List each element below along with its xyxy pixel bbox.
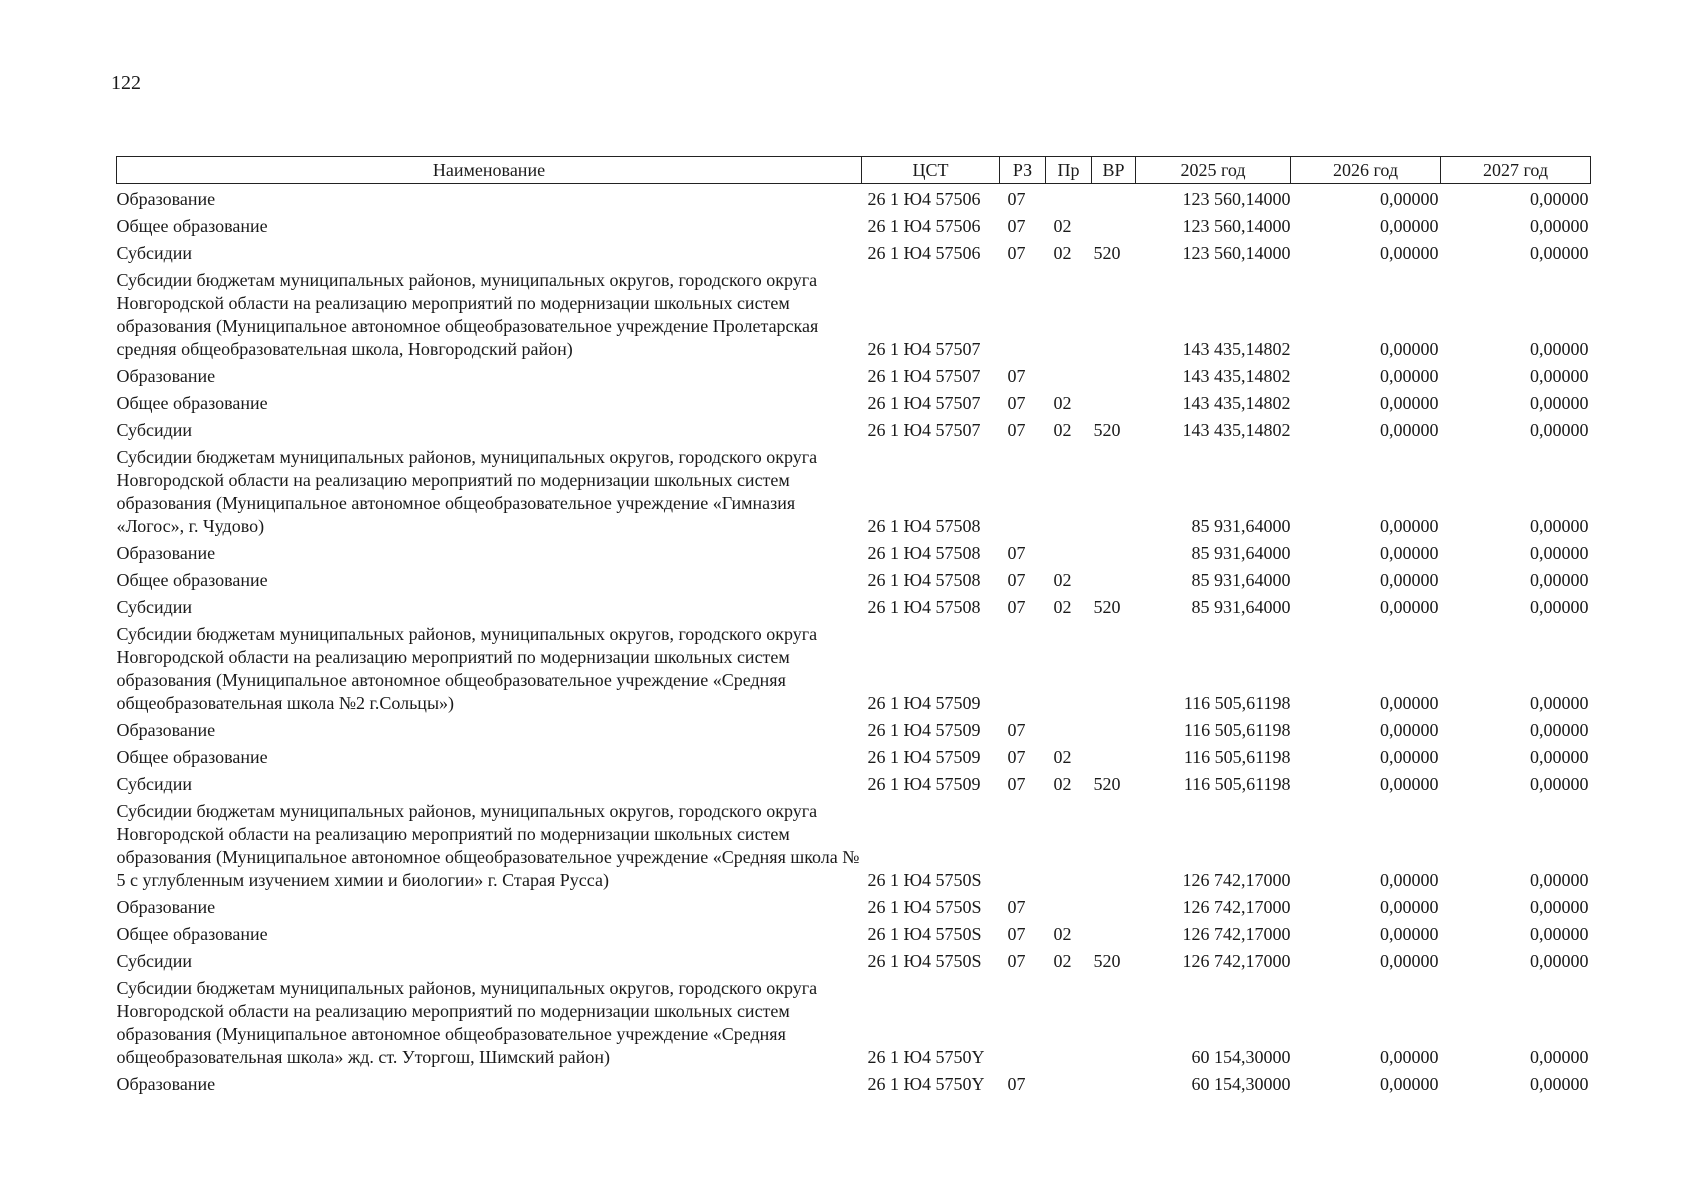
table-row (117, 213, 1591, 240)
cell-cst: 26 1 Ю4 57506 (867, 189, 981, 209)
table-row (117, 267, 1591, 363)
cell-2026: 0,00000 (1380, 693, 1439, 713)
cell-2027: 0,00000 (1530, 1074, 1589, 1094)
table-row (117, 594, 1591, 621)
cell-2025: 85 931,64000 (1191, 597, 1291, 617)
cell-2026: 0,00000 (1380, 747, 1439, 767)
cell-cst: 26 1 Ю4 57508 (867, 516, 981, 536)
cell-name: Общее образование (116, 924, 268, 944)
cell-vr: 520 (1093, 951, 1121, 971)
cell-2026: 0,00000 (1380, 216, 1439, 236)
cell-vr (1092, 540, 1136, 567)
cell-pr: 02 (1053, 420, 1072, 440)
table-row (117, 444, 1591, 540)
cell-vr: 520 (1093, 243, 1121, 263)
cell-name: Субсидии (116, 774, 193, 794)
cell-rz: 07 (1007, 543, 1026, 563)
table-row (117, 948, 1591, 975)
cell-name: Общее образование (116, 747, 268, 767)
table-body (117, 184, 1591, 1099)
cell-pr (1046, 621, 1092, 717)
cell-2025: 143 435,14802 (1182, 339, 1291, 359)
cell-name: Субсидии (116, 420, 193, 440)
cell-name: Образование (116, 897, 216, 917)
table-row (117, 894, 1591, 921)
table-row (117, 921, 1591, 948)
cell-2027: 0,00000 (1530, 951, 1589, 971)
cell-vr (1092, 621, 1136, 717)
cell-2026: 0,00000 (1380, 366, 1439, 386)
cell-rz: 07 (1007, 747, 1026, 767)
table-row (117, 540, 1591, 567)
cell-cst: 26 1 Ю4 5750Y (867, 1074, 985, 1094)
cell-2027: 0,00000 (1530, 216, 1589, 236)
table-row (117, 798, 1591, 894)
cell-pr (1046, 444, 1092, 540)
cell-pr: 02 (1053, 570, 1072, 590)
table-row (117, 390, 1591, 417)
header-2025: 2025 год (1136, 157, 1291, 184)
header-2026: 2026 год (1291, 157, 1441, 184)
cell-cst: 26 1 Ю4 5750S (867, 924, 982, 944)
cell-2025: 116 505,61198 (1183, 774, 1291, 794)
cell-name: Субсидии бюджетам муниципальных районов, муниципальных округов, городского округа Новгородской области на реализацию мероприятий по модернизации школьных систем образования (Муниципальное автономное общеобразовательное учреждение «Средняя общеобразовательная школа №2 г.Сольцы») (116, 624, 818, 713)
header-2027: 2027 год (1441, 157, 1591, 184)
cell-2027: 0,00000 (1530, 420, 1589, 440)
cell-2027: 0,00000 (1530, 243, 1589, 263)
cell-rz: 07 (1007, 243, 1026, 263)
table-row (117, 1071, 1591, 1098)
cell-2026: 0,00000 (1380, 393, 1439, 413)
cell-2026: 0,00000 (1380, 570, 1439, 590)
cell-2026: 0,00000 (1380, 897, 1439, 917)
cell-2027: 0,00000 (1530, 870, 1589, 890)
cell-vr (1092, 921, 1136, 948)
cell-2027: 0,00000 (1530, 570, 1589, 590)
header-pr: Пр (1046, 157, 1092, 184)
cell-name: Образование (116, 720, 216, 740)
cell-vr (1092, 894, 1136, 921)
cell-2025: 126 742,17000 (1182, 870, 1291, 890)
cell-rz: 07 (1007, 951, 1026, 971)
cell-vr (1092, 213, 1136, 240)
cell-2026: 0,00000 (1380, 420, 1439, 440)
cell-rz: 07 (1007, 189, 1026, 209)
table-row (117, 417, 1591, 444)
cell-2025: 116 505,61198 (1183, 747, 1291, 767)
cell-name: Субсидии бюджетам муниципальных районов, муниципальных округов, городского округа Новгородской области на реализацию мероприятий по модернизации школьных систем образования (Муниципальное автономное общеобразовательное учреждение «Гимназия «Логос», г. Чудово) (116, 447, 818, 536)
cell-name: Субсидии бюджетам муниципальных районов, муниципальных округов, городского округа Новгородской области на реализацию мероприятий по модернизации школьных систем образования (Муниципальное автономное общеобразовательное учреждение «Средняя общеобразовательная школа» жд. ст. Уторгош, Шимский район) (116, 978, 818, 1067)
table-row (117, 184, 1591, 214)
cell-pr (1046, 717, 1092, 744)
cell-cst: 26 1 Ю4 57509 (867, 720, 981, 740)
page-number: 122 (111, 72, 141, 94)
cell-vr (1092, 1071, 1136, 1098)
cell-2027: 0,00000 (1530, 366, 1589, 386)
cell-name: Общее образование (116, 216, 268, 236)
cell-2025: 123 560,14000 (1182, 216, 1291, 236)
cell-rz: 07 (1007, 924, 1026, 944)
cell-2025: 126 742,17000 (1182, 951, 1291, 971)
cell-pr: 02 (1053, 774, 1072, 794)
cell-2025: 60 154,30000 (1191, 1047, 1291, 1067)
cell-rz (1000, 267, 1046, 363)
table-row (117, 363, 1591, 390)
cell-vr (1092, 975, 1136, 1071)
cell-2026: 0,00000 (1380, 774, 1439, 794)
cell-2026: 0,00000 (1380, 516, 1439, 536)
header-name: Наименование (117, 157, 862, 184)
cell-cst: 26 1 Ю4 57506 (867, 216, 981, 236)
cell-cst: 26 1 Ю4 57508 (867, 543, 981, 563)
cell-vr (1092, 798, 1136, 894)
cell-cst: 26 1 Ю4 57509 (867, 774, 981, 794)
cell-2025: 116 505,61198 (1183, 693, 1291, 713)
cell-cst: 26 1 Ю4 5750Y (867, 1047, 985, 1067)
cell-vr (1092, 717, 1136, 744)
cell-2027: 0,00000 (1530, 1047, 1589, 1067)
cell-2025: 85 931,64000 (1191, 543, 1291, 563)
table-row (117, 975, 1591, 1071)
cell-2027: 0,00000 (1530, 543, 1589, 563)
cell-cst: 26 1 Ю4 5750S (867, 951, 982, 971)
cell-cst: 26 1 Ю4 57507 (867, 339, 981, 359)
cell-rz (1000, 975, 1046, 1071)
cell-pr (1046, 1071, 1092, 1098)
cell-2025: 116 505,61198 (1183, 720, 1291, 740)
budget-table (116, 156, 1591, 1098)
cell-2025: 85 931,64000 (1191, 570, 1291, 590)
cell-2027: 0,00000 (1530, 924, 1589, 944)
cell-2025: 123 560,14000 (1182, 243, 1291, 263)
cell-rz (1000, 798, 1046, 894)
table-header-row (117, 157, 1591, 184)
cell-rz: 07 (1007, 1074, 1026, 1094)
cell-cst: 26 1 Ю4 57508 (867, 597, 981, 617)
cell-pr (1046, 798, 1092, 894)
cell-pr (1046, 540, 1092, 567)
cell-vr (1092, 363, 1136, 390)
cell-name: Образование (116, 189, 216, 209)
cell-pr (1046, 267, 1092, 363)
table-row (117, 240, 1591, 267)
table-row (117, 771, 1591, 798)
header-vr: ВР (1092, 157, 1136, 184)
cell-name: Субсидии (116, 951, 193, 971)
cell-cst: 26 1 Ю4 57507 (867, 420, 981, 440)
cell-2026: 0,00000 (1380, 597, 1439, 617)
cell-rz: 07 (1007, 420, 1026, 440)
cell-2027: 0,00000 (1530, 339, 1589, 359)
cell-2027: 0,00000 (1530, 189, 1589, 209)
cell-rz: 07 (1007, 720, 1026, 740)
cell-rz: 07 (1007, 393, 1026, 413)
cell-2026: 0,00000 (1380, 1047, 1439, 1067)
cell-pr: 02 (1053, 747, 1072, 767)
cell-name: Общее образование (116, 570, 268, 590)
cell-rz: 07 (1007, 570, 1026, 590)
cell-2027: 0,00000 (1530, 774, 1589, 794)
cell-vr (1092, 184, 1136, 214)
table-row (117, 744, 1591, 771)
cell-pr: 02 (1053, 951, 1072, 971)
cell-2027: 0,00000 (1530, 597, 1589, 617)
table-row (117, 717, 1591, 744)
cell-rz: 07 (1007, 774, 1026, 794)
cell-pr: 02 (1053, 924, 1072, 944)
cell-2027: 0,00000 (1530, 516, 1589, 536)
cell-cst: 26 1 Ю4 57509 (867, 693, 981, 713)
cell-pr (1046, 894, 1092, 921)
cell-2026: 0,00000 (1380, 924, 1439, 944)
cell-vr (1092, 390, 1136, 417)
cell-vr (1092, 567, 1136, 594)
cell-2027: 0,00000 (1530, 720, 1589, 740)
cell-2027: 0,00000 (1530, 393, 1589, 413)
cell-name: Образование (116, 1074, 216, 1094)
cell-cst: 26 1 Ю4 57506 (867, 243, 981, 263)
cell-cst: 26 1 Ю4 5750S (867, 870, 982, 890)
cell-2025: 126 742,17000 (1182, 897, 1291, 917)
cell-2025: 143 435,14802 (1182, 420, 1291, 440)
cell-2026: 0,00000 (1380, 951, 1439, 971)
cell-rz (1000, 621, 1046, 717)
cell-2026: 0,00000 (1380, 720, 1439, 740)
cell-pr: 02 (1053, 243, 1072, 263)
cell-vr: 520 (1093, 420, 1121, 440)
cell-rz (1000, 444, 1046, 540)
cell-pr (1046, 363, 1092, 390)
cell-name: Субсидии бюджетам муниципальных районов, муниципальных округов, городского округа Новгородской области на реализацию мероприятий по модернизации школьных систем образования (Муниципальное автономное общеобразовательное учреждение «Средняя школа № 5 с углубленным изучением химии и биологии» г. Старая Русса) (116, 801, 860, 890)
cell-name: Образование (116, 543, 216, 563)
cell-vr (1092, 267, 1136, 363)
cell-vr (1092, 444, 1136, 540)
cell-2025: 60 154,30000 (1191, 1074, 1291, 1094)
cell-2025: 126 742,17000 (1182, 924, 1291, 944)
cell-vr: 520 (1093, 774, 1121, 794)
cell-2026: 0,00000 (1380, 870, 1439, 890)
table-row (117, 621, 1591, 717)
cell-rz: 07 (1007, 216, 1026, 236)
cell-2025: 143 435,14802 (1182, 366, 1291, 386)
cell-pr: 02 (1053, 393, 1072, 413)
cell-name: Субсидии бюджетам муниципальных районов, муниципальных округов, городского округа Новгородской области на реализацию мероприятий по модернизации школьных систем образования (Муниципальное автономное общеобразовательное учреждение Пролетарская средняя общеобразовательная школа, Новгородский район) (116, 270, 819, 359)
cell-cst: 26 1 Ю4 57508 (867, 570, 981, 590)
table-row (117, 567, 1591, 594)
cell-cst: 26 1 Ю4 57507 (867, 393, 981, 413)
cell-pr (1046, 975, 1092, 1071)
cell-cst: 26 1 Ю4 57509 (867, 747, 981, 767)
cell-2027: 0,00000 (1530, 897, 1589, 917)
cell-2026: 0,00000 (1380, 1074, 1439, 1094)
cell-2025: 85 931,64000 (1191, 516, 1291, 536)
cell-2026: 0,00000 (1380, 339, 1439, 359)
cell-2027: 0,00000 (1530, 747, 1589, 767)
cell-pr: 02 (1053, 216, 1072, 236)
cell-name: Общее образование (116, 393, 268, 413)
cell-pr (1046, 184, 1092, 214)
cell-2025: 143 435,14802 (1182, 393, 1291, 413)
cell-2026: 0,00000 (1380, 189, 1439, 209)
cell-name: Субсидии (116, 243, 193, 263)
cell-cst: 26 1 Ю4 57507 (867, 366, 981, 386)
header-rz: РЗ (1000, 157, 1046, 184)
cell-2026: 0,00000 (1380, 243, 1439, 263)
cell-rz: 07 (1007, 897, 1026, 917)
cell-vr: 520 (1093, 597, 1121, 617)
cell-name: Образование (116, 366, 216, 386)
cell-2027: 0,00000 (1530, 693, 1589, 713)
cell-pr: 02 (1053, 597, 1072, 617)
cell-2026: 0,00000 (1380, 543, 1439, 563)
cell-vr (1092, 744, 1136, 771)
cell-rz: 07 (1007, 597, 1026, 617)
cell-cst: 26 1 Ю4 5750S (867, 897, 982, 917)
cell-2025: 123 560,14000 (1182, 189, 1291, 209)
header-cst: ЦСТ (862, 157, 1000, 184)
cell-rz: 07 (1007, 366, 1026, 386)
cell-name: Субсидии (116, 597, 193, 617)
